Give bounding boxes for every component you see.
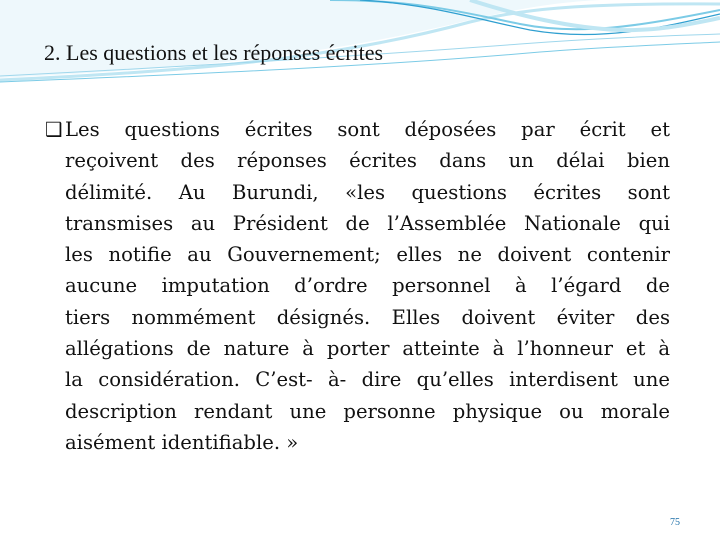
paragraph-line: reçoivent des réponses écrites dans un délai bien [65,149,670,173]
paragraph-line: aucune imputation d’ordre personnel à l’égard de [65,274,670,298]
paragraph-line: tiers nommément désignés. Elles doivent éviter des [65,305,670,329]
paragraph-line: allégations de nature à porter atteinte à l’honneur et à [65,337,670,361]
paragraph-line: les notifie au Gouvernement; elles ne doivent contenir [65,243,670,267]
paragraph-line: description rendant une personne physique ou morale [65,399,670,423]
paragraph-line: transmises au Président de l’Assemblée Nationale qui [65,211,670,235]
page-number: 75 [670,517,680,528]
paragraph-line: la considération. C’est- à- dire qu’elles interdisent une [65,368,670,392]
slide-title: 2. Les questions et les réponses écrites [44,40,384,65]
paragraph-line-text: Les questions écrites sont déposées par écrit et [65,118,670,141]
paragraph-line [45,114,670,145]
paragraph-line: délimité. Au Burundi, «les questions écrites sont [65,180,670,204]
bullet-paragraph [45,114,670,458]
bullet-icon: ❑ [45,118,63,141]
paragraph-line: aisément identifiable. » [65,430,299,454]
